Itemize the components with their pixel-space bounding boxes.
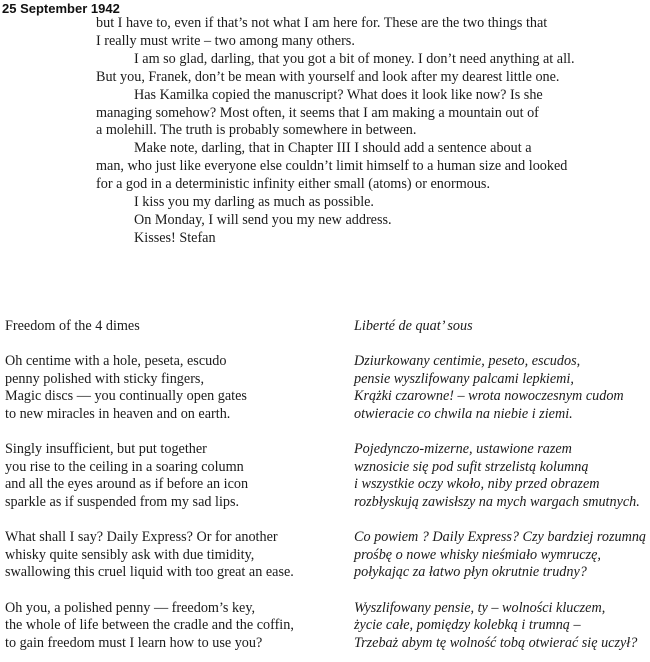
poem-line-english: penny polished with sticky fingers, <box>5 370 204 387</box>
poem-stanza-polish <box>354 353 649 423</box>
poem-line-polish: pensie wyszlifowany palcami lepkiemi, <box>354 370 574 387</box>
poem-line-english: Oh you, a polished penny — freedom’s key, <box>5 599 256 616</box>
poem-stanza-english <box>5 529 335 582</box>
poem-line-english: you rise to the ceiling in a soaring column <box>5 458 244 475</box>
letter-line: I kiss you my darling as much as possible. <box>134 194 374 211</box>
poem-line-english: swallowing this cruel liquid with too great an ease. <box>5 564 294 581</box>
poem-line-polish: Dziurkowany centimie, peseto, escudos, <box>354 353 581 370</box>
letter-text <box>96 15 648 248</box>
poem-line-english: the whole of life between the cradle and the coffin, <box>5 617 294 634</box>
poem-line-polish: Pojedynczo-mizerne, ustawione razem <box>354 441 572 458</box>
letter-line: man, who just like everyone else couldn’t limit himself to a human size and looked <box>96 158 568 175</box>
poem-stanza-english <box>5 353 335 423</box>
poem-line-polish: wznosicie się pod sufit strzelistą kolumną <box>354 458 589 475</box>
poem-line-polish: życie całe, pomiędzy kolebką i trumną – <box>354 617 581 634</box>
poem-stanza-polish <box>354 441 649 511</box>
poem-line-english: and all the eyes around as if before an icon <box>5 476 249 493</box>
poem-line-polish: i wszystkie oczy wkoło, niby przed obrazem <box>354 476 600 493</box>
poem-line-english: sparkle as if suspended from my sad lips. <box>5 493 240 510</box>
poem-stanza-english <box>5 441 335 511</box>
letter-line: Has Kamilka copied the manuscript? What does it look like now? Is she <box>134 86 543 103</box>
poem-title-english: Freedom of the 4 dimes <box>5 318 140 334</box>
poem-stanza-english <box>5 600 335 653</box>
poem-line-polish: Krążki czarowne! – wrota nowoczesnym cudom <box>354 388 624 405</box>
poem-line-polish: prośbę o nowe whisky nieśmiało wymruczę, <box>354 546 601 563</box>
poem-line-polish: Wyszlifowany pensie, ty – wolności kluczem, <box>354 599 606 616</box>
poem-line-english: to gain freedom must I learn how to use you? <box>5 634 263 651</box>
poem-line-polish: połykając za łatwo płyn okrutnie trudny? <box>354 564 587 581</box>
letter-line: I really must write – two among many others. <box>96 32 355 49</box>
page-date-header: 25 September 1942 <box>2 1 120 16</box>
letter-line: managing somehow? Most often, it seems that I am making a mountain out of <box>96 104 539 121</box>
letter-line: I am so glad, darling, that you got a bit of money. I don’t need anything at all. <box>134 50 575 67</box>
letter-line: for a god in a deterministic infinity either small (atoms) or enormous. <box>96 176 491 193</box>
letter-line: Make note, darling, that in Chapter III I should add a sentence about a <box>134 140 532 157</box>
poem-line-english: Magic discs — you continually open gates <box>5 388 247 405</box>
poem-english <box>5 318 335 652</box>
letter-line: On Monday, I will send you my new address. <box>134 211 392 228</box>
poem-line-polish: Co powiem ? Daily Express? Czy bardziej rozumną <box>354 529 647 546</box>
poem-line-english: Oh centime with a hole, peseta, escudo <box>5 353 227 370</box>
letter-line: Kisses! Stefan <box>134 229 216 246</box>
poem-line-english: to new miracles in heaven and on earth. <box>5 405 231 422</box>
letter-line: But you, Franek, don’t be mean with yourself and look after my dearest little one. <box>96 68 560 85</box>
poem-line-english: Singly insufficient, but put together <box>5 441 207 458</box>
poem-line-polish: rozbłyskują zawisłszy na mych wargach smutnych. <box>354 493 640 510</box>
poem-line-polish: Trzebaż abym tę wolność tobą otwierać się uczył? <box>354 634 638 651</box>
poem-stanza-polish <box>354 529 649 582</box>
poem-polish <box>354 318 649 652</box>
poem-stanza-polish <box>354 600 649 653</box>
letter-line: a molehill. The truth is probably somewhere in between. <box>96 122 417 139</box>
poem-line-english: What shall I say? Daily Express? Or for another <box>5 529 278 546</box>
poem-line-polish: otwieracie co chwila na niebie i ziemi. <box>354 405 573 422</box>
poem-line-english: whisky quite sensibly ask with due timidity, <box>5 546 255 563</box>
letter-line: but I have to, even if that’s not what I am here for. These are the two things that <box>96 15 548 31</box>
poem-title-polish: Liberté de quat’ sous <box>354 318 473 334</box>
